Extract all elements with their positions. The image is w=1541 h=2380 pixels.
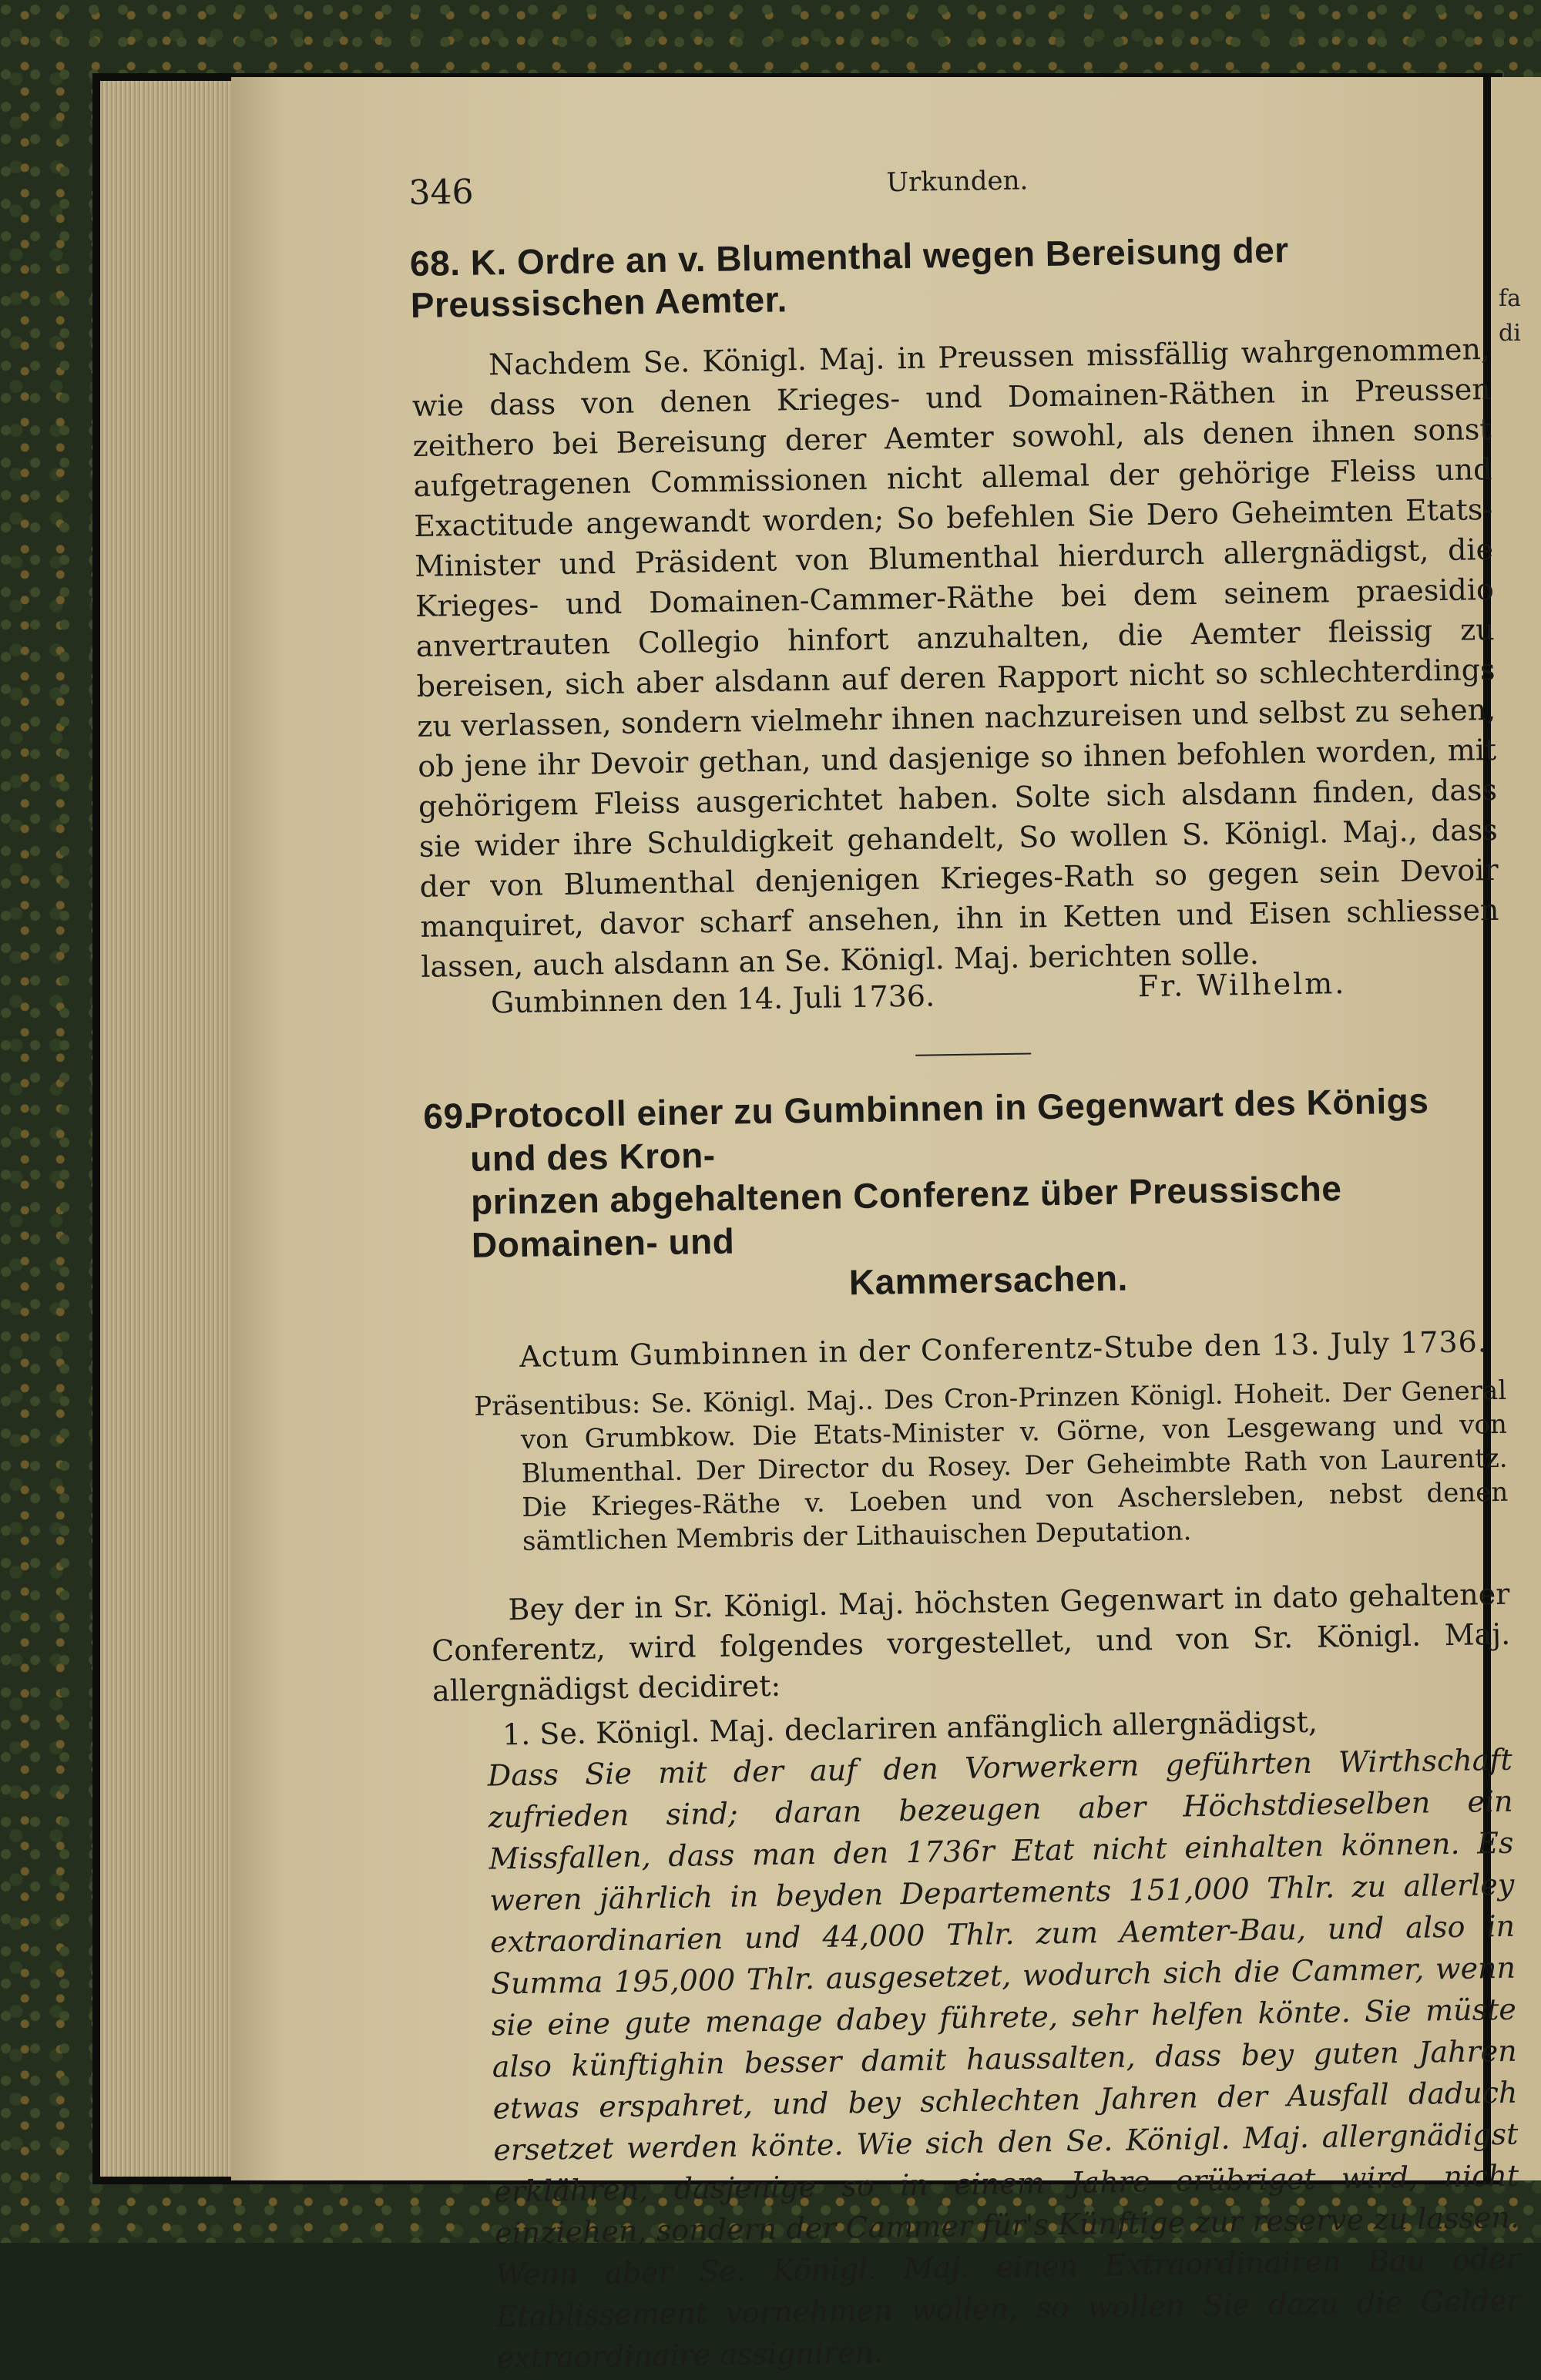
section-69-number: 69. bbox=[422, 1095, 475, 1136]
page-number: 346 bbox=[408, 172, 474, 213]
section-69-title bbox=[423, 1078, 1505, 1311]
actum-line: Actum Gumbinnen in der Conferentz-Stube den 13. July 1736. bbox=[519, 1324, 1489, 1374]
section-68-body: Nachdem Se. Königl. Maj. in Preussen missfällig wahrgenommen, wie dass von denen Krieges- und Domainen-Räthen in Preussen zeithero bei Bereisung derer Aemter sowohl, als denen ihnen sonst aufgetragenen Commissionen nicht allemal der gehörige Fleiss und Exactitude angewandt worden; So befehlen Sie Dero Geheimten Etats-Minister und Präsident von Blumenthal hierdurch allergnädigst, die Krieges- und Domainen-Cammer-Räthe bei dem seinem praesidio anvertrauten Collegio hinfort anzuhalten, die Aemter fleissig zu bereisen, sich aber alsdann auf deren Rapport nicht so schlechterdings zu verlassen, sondern vielmehr ihnen nachzureisen und selbst zu sehen, ob jene ihr Devoir gethan, und dasjenige so ihnen befohlen worden, mit gehörigem Fleiss ausgerichtet haben. Solte sich alsdann finden, dass sie wider ihre Schuldigkeit gehandelt, So wollen S. Königl. Maj., dass der von Blumenthal denjenigen Krieges-Rath so gegen sein Devoir manquiret, davor scharf ansehen, ihn in Ketten und Eisen schliessen lassen, auch alsdann an Se. Königl. Maj. berichten solle. bbox=[411, 331, 1499, 984]
section-69-title-line: Kammersachen. bbox=[848, 1257, 1129, 1303]
document-date: Gumbinnen den 14. Juli 1736. bbox=[490, 979, 935, 1020]
section-68-title: 68. K. Ordre an v. Blumenthal wegen Bereisung der Preussischen Aemter. bbox=[409, 230, 1289, 325]
running-head: Urkunden. bbox=[886, 165, 1029, 199]
facing-page-fragment: di bbox=[1499, 320, 1521, 347]
item-1-quote: Dass Sie mit der auf den Vorwerkern geführten Wirthschaft zufrieden sind; daran bezeugen aber Höchstdieselben ein Missfallen, dass man den 1736r Etat nicht einhalten können. Es weren jährlich in beyden Departements 151,000 Thlr. zu allerley extraordinarien und 44,000 Thlr. zum Aemter-Bau, und also in Summa 195,000 Thlr. ausgesetzet, wodurch sich die Cammer, wenn sie eine gute menage dabey führete, sehr helfen könte. Sie müste also künftighin besser damit haussalten, dass bey guten Jahren etwas erspahret, und bey schlechten Jahren der Ausfall daduch ersetzet werden könte. Wie sich den Se. Königl. Maj. allergnädigst erklähren, dasjenige so in einem Jahre erübriget wird, nicht einziehen, sondern der Cammer für's Künftige zur reserve zu lassen. Wenn aber Se. Königl. Maj. einen Extraordinairen Bau oder Etablissement vornehmen wollen, so wollen Sie dazu die Gelder extraordinaire assigniren. bbox=[487, 1742, 1522, 2375]
item-1: 1. Se. Königl. Maj. declariren anfänglich allergnädigst, bbox=[502, 1704, 1318, 1752]
section-69-title-line: prinzen abgehaltenen Conferenz über Preussische Domainen- und bbox=[470, 1168, 1342, 1265]
section-divider bbox=[915, 1052, 1031, 1056]
signature: Fr. Wilhelm. bbox=[1137, 966, 1347, 1004]
page-content bbox=[408, 149, 1522, 2380]
praesentibus: Präsentibus: Se. Königl. Maj.. Des Cron-Prinzen Königl. Hoheit. Der General von Grumbkow. Die Etats-Minister v. Görne, von Lesgewang und von Blumenthal. Der Director du Rosey. Der Geheimbte Rath von Laurentz. Die Krieges-Räthe v. Loeben und von Aschersleben, nebst denen sämtlichen Membris der Lithauischen Deputation. bbox=[473, 1375, 1509, 1557]
intro-paragraph: Bey der in Sr. Königl. Maj. höchsten Gegenwart in dato gehaltener Conferentz, wird folgendes vorgestellet, und von Sr. Königl. Maj. allergnädigst decidiret: bbox=[431, 1576, 1511, 1708]
facing-page-fragment: fa bbox=[1499, 285, 1521, 312]
page-edges bbox=[100, 81, 239, 2177]
section-69-title-line: Protocoll einer zu Gumbinnen in Gegenwart des Königs und des Kron- bbox=[468, 1080, 1429, 1179]
